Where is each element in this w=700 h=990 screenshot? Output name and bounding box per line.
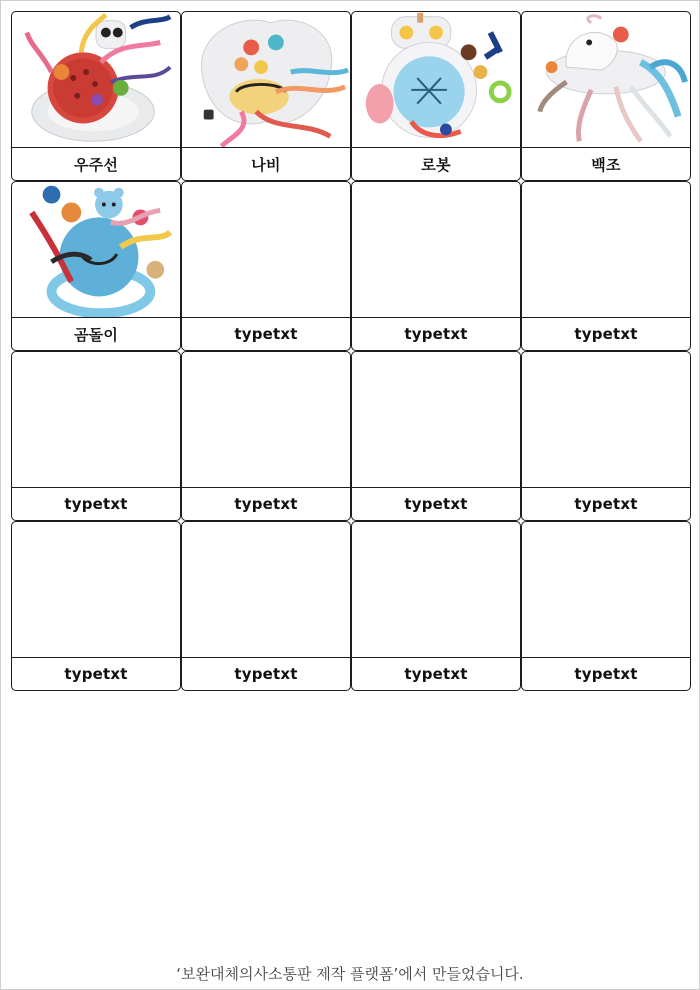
symbol-card-image-slot	[522, 352, 690, 488]
symbol-card-empty[interactable]	[351, 521, 521, 691]
symbol-card-image-slot	[352, 352, 520, 488]
footer-credit: ‘보완대체의사소통판 제작 플랫폼’에서 만들었습니다.	[176, 965, 524, 983]
symbol-card-label: typetxt	[574, 665, 638, 683]
symbol-card-bear[interactable]	[11, 181, 181, 351]
symbol-card-empty[interactable]	[181, 521, 351, 691]
symbol-card-label: 우주선	[73, 155, 119, 174]
symbol-card-label: typetxt	[574, 495, 638, 513]
symbol-card-image-slot	[522, 182, 690, 318]
symbol-card-empty[interactable]	[11, 521, 181, 691]
symbol-card-empty[interactable]	[181, 351, 351, 521]
symbol-card-label: 백조	[591, 155, 621, 174]
symbol-card-image-slot	[182, 352, 350, 488]
symbol-card-image-slot	[522, 522, 690, 658]
symbol-card-image-slot	[182, 522, 350, 658]
symbol-card-image-slot	[12, 352, 180, 488]
butterfly-toy-image	[182, 12, 350, 148]
symbol-card-label: typetxt	[234, 495, 298, 513]
symbol-card-label: typetxt	[234, 665, 298, 683]
symbol-card-image-slot	[182, 182, 350, 318]
symbol-card-image-slot	[352, 522, 520, 658]
symbol-card-label: typetxt	[574, 325, 638, 343]
symbol-card-empty[interactable]	[181, 181, 351, 351]
symbol-card-butterfly[interactable]	[181, 11, 351, 181]
symbol-card-empty[interactable]	[351, 351, 521, 521]
symbol-card-label: 로봇	[421, 155, 451, 174]
symbol-card-label: 곰돌이	[73, 325, 119, 344]
symbol-card-robot[interactable]	[351, 11, 521, 181]
symbol-card-swan[interactable]	[521, 11, 691, 181]
symbol-card-empty[interactable]	[521, 351, 691, 521]
spaceship-toy-image	[12, 12, 180, 148]
symbol-grid	[11, 11, 691, 691]
symbol-card-image-slot	[12, 522, 180, 658]
symbol-card-empty[interactable]	[521, 181, 691, 351]
symbol-card-label: typetxt	[234, 325, 298, 343]
symbol-card-spaceship[interactable]	[11, 11, 181, 181]
symbol-card-label: typetxt	[64, 665, 128, 683]
symbol-card-label: typetxt	[404, 495, 468, 513]
symbol-card-label: typetxt	[404, 325, 468, 343]
symbol-card-label: 나비	[251, 155, 281, 174]
swan-toy-image	[522, 12, 690, 148]
bear-toy-image	[12, 182, 180, 318]
symbol-card-label: typetxt	[404, 665, 468, 683]
symbol-card-empty[interactable]	[351, 181, 521, 351]
symbol-card-label: typetxt	[64, 495, 128, 513]
symbol-card-empty[interactable]	[11, 351, 181, 521]
symbol-card-image-slot	[352, 182, 520, 318]
robot-toy-image	[352, 12, 520, 148]
symbol-card-empty[interactable]	[521, 521, 691, 691]
